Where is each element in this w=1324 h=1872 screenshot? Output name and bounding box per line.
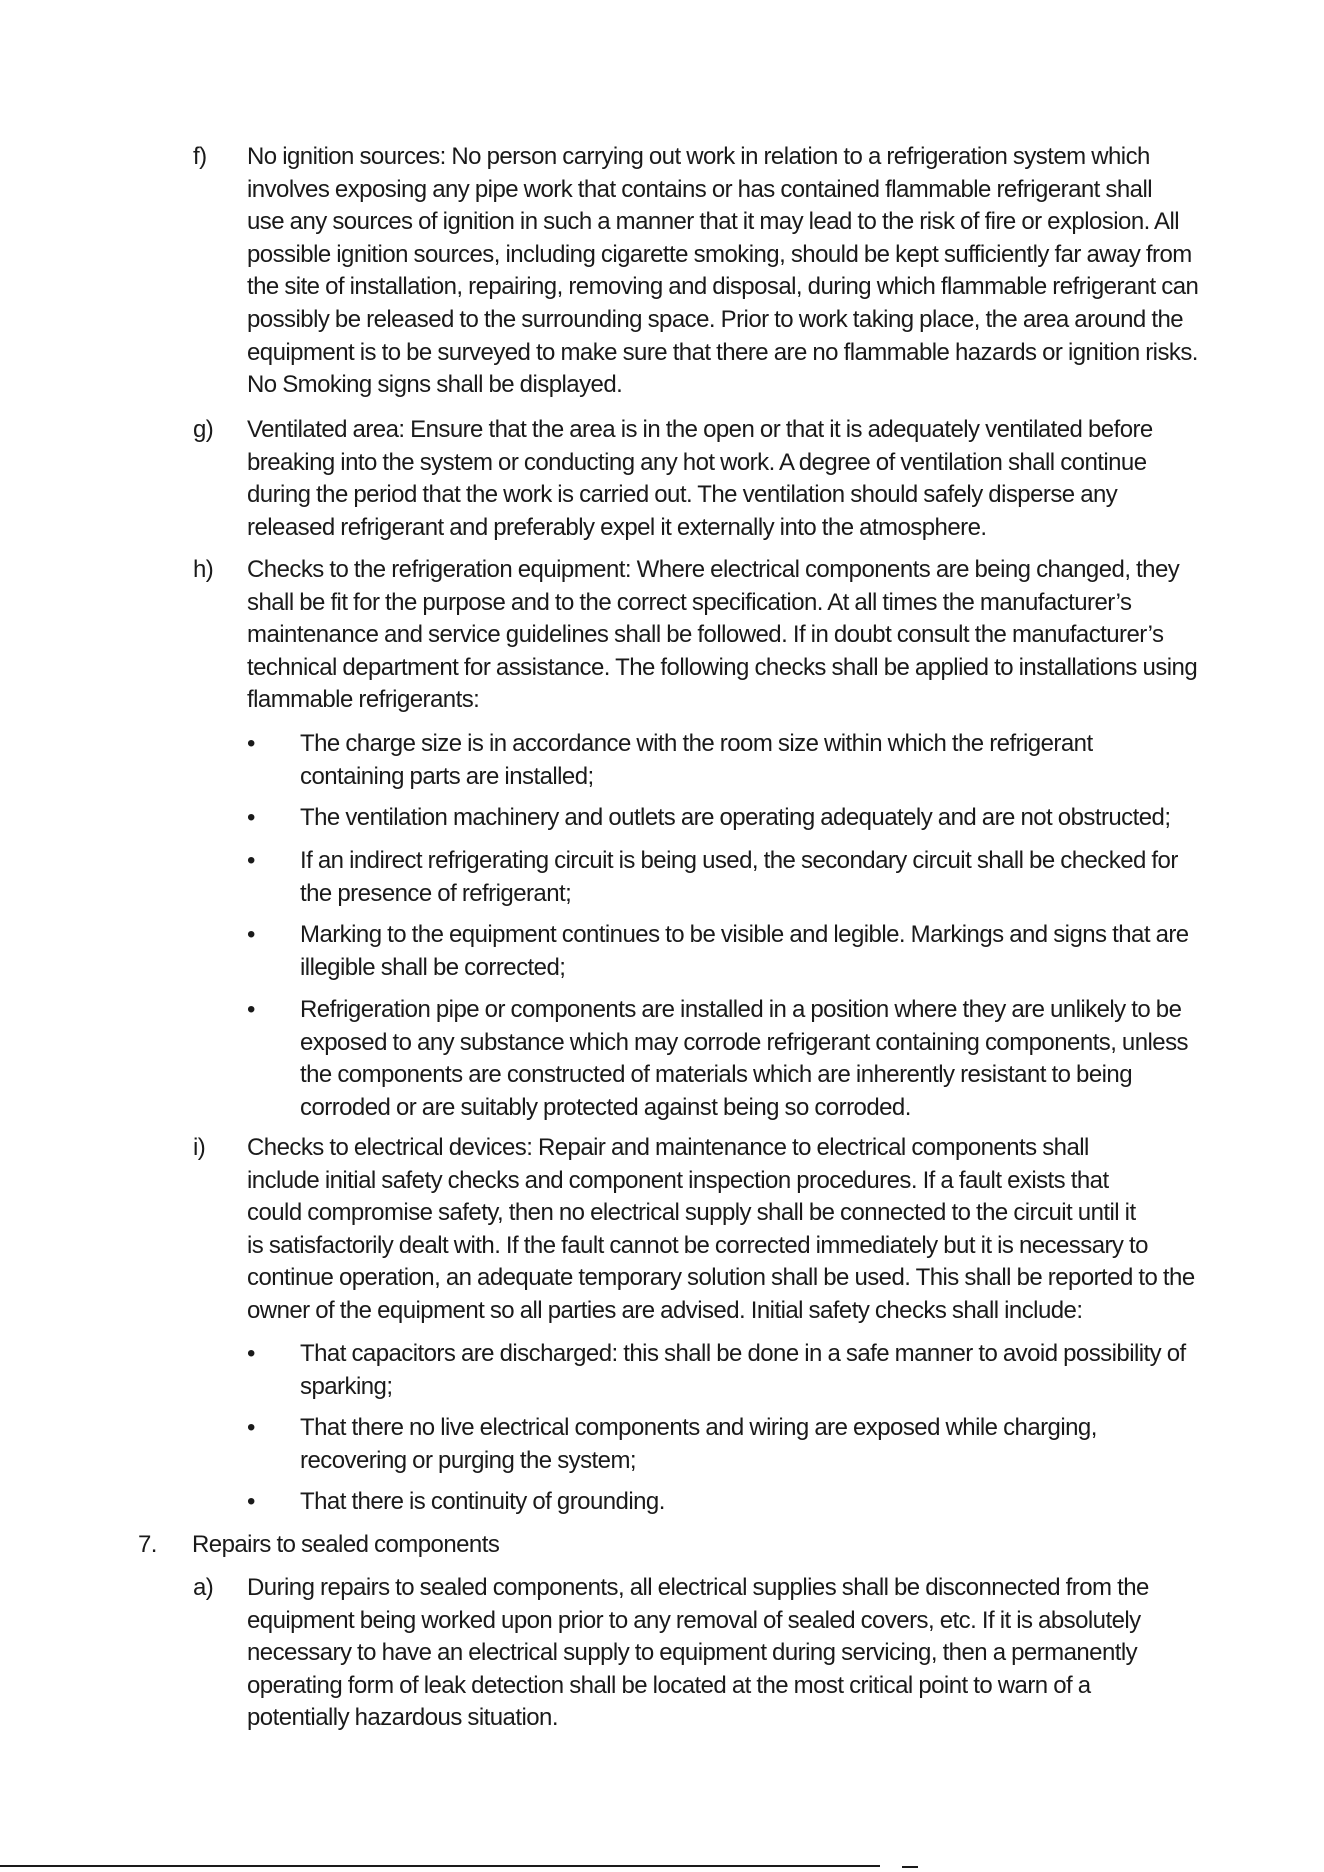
- item-text: Checks to electrical devices: Repair and maintenance to electrical components shall include initial safety checks and component inspection procedures. If a fault exists that could compromise safety, then no electrical supply shall be connected to the circuit until it is satisfactorily dealt with. If the fault cannot be corrected immediately but it is necessary to continue operation, an adequate temporary solution shall be used. This shall be reported to the owner of the equipment so all parties are advised. Initial safety checks shall include:: [247, 1134, 1195, 1324]
- bullet-text: The charge size is in accordance with the room size within which the refrigerant containing parts are installed;: [300, 730, 1093, 790]
- bullet-text: Refrigeration pipe or components are installed in a position where they are unlikely to be exposed to any substance which may corrode refrigerant containing components, unless the components are constructed of materials which are inherently resistant to being corroded or are suitably protected against being so corroded.: [300, 996, 1189, 1121]
- section-number: 7.: [138, 1531, 157, 1558]
- footer-mark: [902, 1866, 918, 1868]
- bullet-icon: •: [247, 1488, 255, 1515]
- item-marker: f): [193, 143, 207, 170]
- item-text: Ventilated area: Ensure that the area is in the open or that it is adequately ventilated before breaking into the system or conducting any hot work. A degree of ventilation shall continue during the period that the work is carried out. The ventilation should safely disperse any released refrigerant and preferably expel it externally into the atmosphere.: [247, 416, 1153, 541]
- item-marker: g): [193, 416, 214, 443]
- bullet-text: The ventilation machinery and outlets are operating adequately and are not obstructed;: [300, 804, 1171, 831]
- bullet-icon: •: [247, 804, 255, 831]
- bullet-text: That there no live electrical components and wiring are exposed while charging, recovering or purging the system;: [300, 1414, 1097, 1474]
- footer-rule: [0, 1865, 880, 1867]
- bullet-icon: •: [247, 921, 255, 948]
- item-text: No ignition sources: No person carrying out work in relation to a refrigeration system which involves exposing any pipe work that contains or has contained flammable refrigerant shall use any sources of ignition in such a manner that it may lead to the risk of fire or explosion. All possible ignition sources, including cigarette smoking, should be kept sufficiently far away from the site of installation, repairing, removing and disposal, during which flammable refrigerant can possibly be released to the surrounding space. Prior to work taking place, the area around the equipment is to be surveyed to make sure that there are no flammable hazards or ignition risks. No Smoking signs shall be displayed.: [247, 143, 1199, 399]
- bullet-icon: •: [247, 847, 255, 874]
- item-marker: h): [193, 556, 214, 583]
- item-text: During repairs to sealed components, all electrical supplies shall be disconnected from the equipment being worked upon prior to any removal of sealed covers, etc. If it is absolutely necessary to have an electrical supply to equipment during servicing, then a permanently operating form of leak detection shall be located at the most critical point to warn of a potentially hazardous situation.: [247, 1574, 1149, 1732]
- bullet-text: That there is continuity of grounding.: [300, 1488, 665, 1515]
- item-text: Checks to the refrigeration equipment: Where electrical components are being changed, they shall be fit for the purpose and to the correct specification. At all times the manufacturer’s maintenance and service guidelines shall be followed. If in doubt consult the manufacturer’s technical department for assistance. The following checks shall be applied to installations using flammable refrigerants:: [247, 556, 1198, 714]
- bullet-icon: •: [247, 996, 255, 1023]
- bullet-icon: •: [247, 1340, 255, 1367]
- item-marker: a): [193, 1574, 214, 1601]
- bullet-icon: •: [247, 1414, 255, 1441]
- bullet-icon: •: [247, 730, 255, 757]
- bullet-text: That capacitors are discharged: this shall be done in a safe manner to avoid possibility of sparking;: [300, 1340, 1186, 1400]
- item-marker: i): [193, 1134, 206, 1161]
- bullet-text: Marking to the equipment continues to be visible and legible. Markings and signs that are illegible shall be corrected;: [300, 921, 1189, 981]
- section-title: Repairs to sealed components: [192, 1531, 500, 1558]
- bullet-text: If an indirect refrigerating circuit is being used, the secondary circuit shall be checked for the presence of refrigerant;: [300, 847, 1178, 907]
